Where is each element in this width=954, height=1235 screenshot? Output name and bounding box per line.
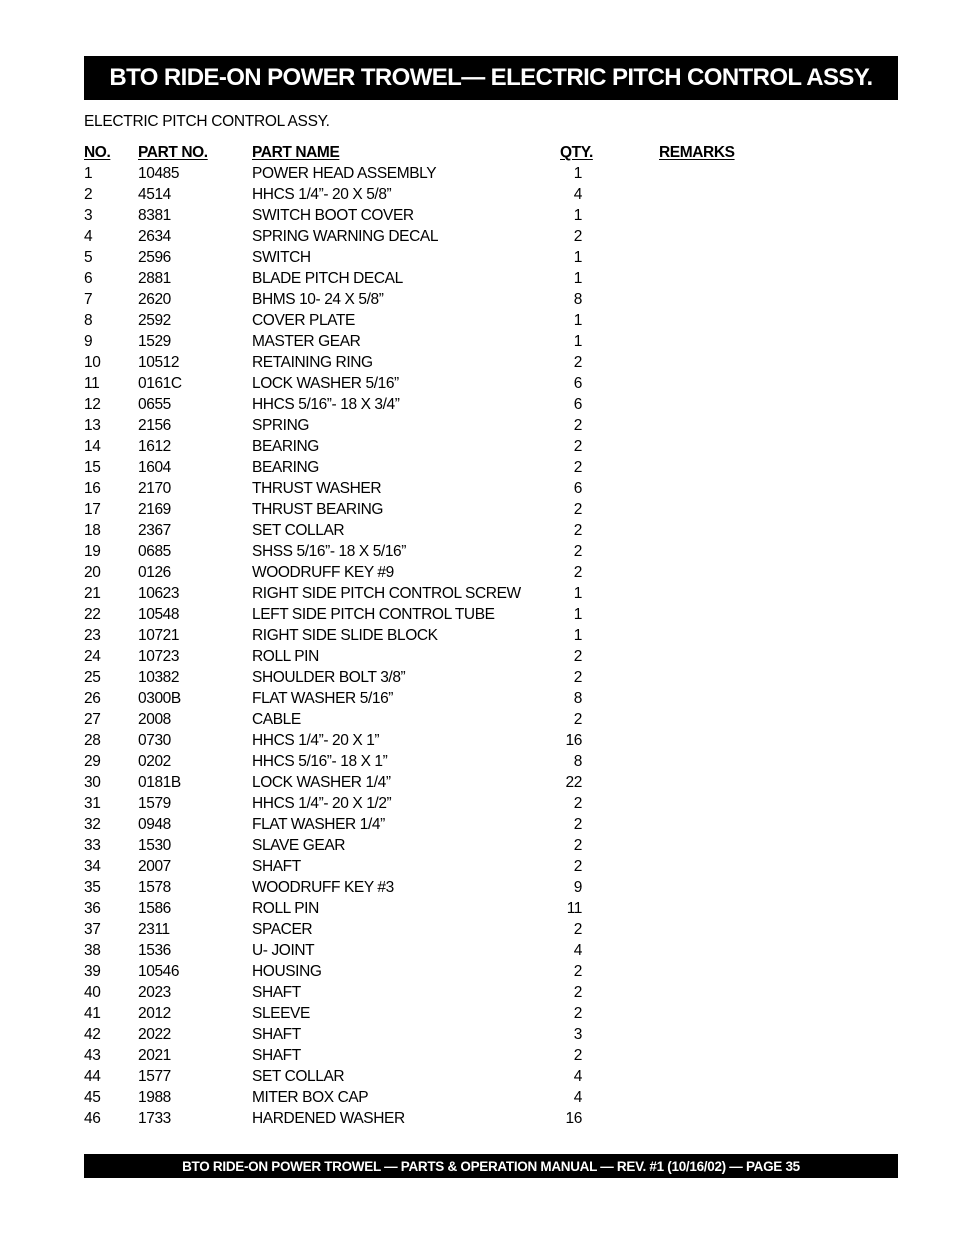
cell-part-name: ROLL PIN: [252, 648, 319, 665]
cell-part-name: U- JOINT: [252, 942, 315, 959]
cell-qty: 2: [573, 837, 582, 854]
table-row: [84, 877, 898, 898]
cell-no: 17: [84, 501, 101, 518]
cell-part-no: 10512: [138, 354, 180, 371]
cell-qty: 2: [573, 984, 582, 1001]
column-header-part-name: PART NAME: [252, 144, 340, 161]
cell-part-name: SHAFT: [252, 1047, 301, 1064]
cell-part-no: 1577: [138, 1068, 171, 1085]
cell-part-no: 0730: [138, 732, 171, 749]
cell-part-no: 1604: [138, 459, 171, 476]
cell-qty: 2: [573, 921, 582, 938]
cell-qty: 6: [573, 396, 582, 413]
cell-qty: 2: [573, 354, 582, 371]
cell-no: 15: [84, 459, 101, 476]
table-row: [84, 751, 898, 772]
cell-no: 38: [84, 942, 101, 959]
cell-qty: 1: [573, 165, 582, 182]
cell-no: 43: [84, 1047, 101, 1064]
cell-part-no: 10623: [138, 585, 180, 602]
cell-no: 36: [84, 900, 101, 917]
cell-part-name: HHCS 5/16”- 18 X 1”: [252, 753, 388, 770]
cell-part-name: SHSS 5/16”- 18 X 5/16”: [252, 543, 407, 560]
table-row: [84, 604, 898, 625]
cell-qty: 1: [573, 207, 582, 224]
cell-part-no: 2021: [138, 1047, 171, 1064]
cell-part-no: 2311: [138, 921, 170, 938]
cell-part-name: HHCS 1/4”- 20 X 1”: [252, 732, 380, 749]
cell-no: 27: [84, 711, 101, 728]
cell-no: 34: [84, 858, 101, 875]
cell-part-no: 1612: [138, 438, 171, 455]
table-row: [84, 1045, 898, 1066]
cell-qty: 2: [573, 1047, 582, 1064]
table-row: [84, 163, 898, 184]
cell-no: 26: [84, 690, 101, 707]
cell-part-name: SLEEVE: [252, 1005, 310, 1022]
cell-part-no: 1586: [138, 900, 171, 917]
table-body: [84, 163, 898, 1129]
table-row: [84, 709, 898, 730]
column-header-no: NO.: [84, 144, 111, 161]
cell-part-name: LEFT SIDE PITCH CONTROL TUBE: [252, 606, 495, 623]
cell-qty: 2: [573, 228, 582, 245]
table-row: [84, 268, 898, 289]
cell-no: 7: [84, 291, 93, 308]
cell-qty: 2: [573, 564, 582, 581]
cell-part-name: SHAFT: [252, 1026, 301, 1043]
table-row: [84, 205, 898, 226]
cell-part-no: 0181B: [138, 774, 181, 791]
cell-qty: 1: [573, 249, 582, 266]
cell-part-no: 10721: [138, 627, 180, 644]
cell-no: 28: [84, 732, 101, 749]
table-row: [84, 1024, 898, 1045]
cell-part-no: 4514: [138, 186, 171, 203]
cell-part-name: FLAT WASHER 1/4”: [252, 816, 385, 833]
cell-part-no: 1530: [138, 837, 171, 854]
table-row: [84, 352, 898, 373]
cell-no: 45: [84, 1089, 101, 1106]
cell-part-name: WOODRUFF KEY #9: [252, 564, 394, 581]
cell-qty: 2: [573, 459, 582, 476]
cell-qty: 22: [565, 774, 582, 791]
table-row: [84, 646, 898, 667]
table-header-row: [84, 142, 898, 163]
cell-no: 14: [84, 438, 101, 455]
table-row: [84, 457, 898, 478]
section-subtitle: ELECTRIC PITCH CONTROL ASSY.: [84, 113, 330, 130]
table-row: [84, 688, 898, 709]
cell-part-no: 10548: [138, 606, 180, 623]
cell-part-name: SWITCH: [252, 249, 311, 266]
cell-part-no: 10382: [138, 669, 180, 686]
cell-part-no: 2634: [138, 228, 171, 245]
cell-part-no: 1988: [138, 1089, 171, 1106]
cell-part-no: 0202: [138, 753, 171, 770]
cell-part-name: SET COLLAR: [252, 522, 345, 539]
cell-part-name: FLAT WASHER 5/16”: [252, 690, 394, 707]
parts-table: [84, 142, 898, 1129]
table-row: [84, 730, 898, 751]
cell-part-name: BHMS 10- 24 X 5/8”: [252, 291, 384, 308]
cell-part-no: 2156: [138, 417, 171, 434]
cell-part-no: 2596: [138, 249, 171, 266]
table-row: [84, 793, 898, 814]
cell-part-name: SPRING WARNING DECAL: [252, 228, 439, 245]
cell-part-no: 2170: [138, 480, 171, 497]
cell-part-name: HARDENED WASHER: [252, 1110, 405, 1127]
table-row: [84, 331, 898, 352]
cell-part-no: 10723: [138, 648, 180, 665]
cell-part-name: HHCS 5/16”- 18 X 3/4”: [252, 396, 400, 413]
table-row: [84, 625, 898, 646]
cell-part-no: 0161C: [138, 375, 182, 392]
table-row: [84, 667, 898, 688]
table-row: [84, 940, 898, 961]
cell-part-no: 2023: [138, 984, 171, 1001]
cell-part-name: RETAINING RING: [252, 354, 373, 371]
cell-part-no: 0655: [138, 396, 171, 413]
cell-qty: 3: [573, 1026, 582, 1043]
cell-part-name: BEARING: [252, 438, 319, 455]
footer-bar: [84, 1154, 898, 1178]
table-row: [84, 247, 898, 268]
table-row: [84, 499, 898, 520]
cell-qty: 1: [573, 312, 582, 329]
cell-part-name: BEARING: [252, 459, 319, 476]
cell-no: 12: [84, 396, 101, 413]
table-row: [84, 562, 898, 583]
cell-qty: 2: [573, 711, 582, 728]
cell-no: 11: [84, 375, 100, 392]
table-row: [84, 436, 898, 457]
cell-no: 25: [84, 669, 101, 686]
cell-qty: 2: [573, 1005, 582, 1022]
cell-no: 41: [84, 1005, 101, 1022]
cell-qty: 2: [573, 648, 582, 665]
cell-qty: 2: [573, 669, 582, 686]
cell-part-no: 10546: [138, 963, 180, 980]
cell-no: 35: [84, 879, 101, 896]
cell-qty: 1: [573, 627, 582, 644]
cell-qty: 2: [573, 858, 582, 875]
cell-part-name: POWER HEAD ASSEMBLY: [252, 165, 437, 182]
cell-part-name: CABLE: [252, 711, 301, 728]
cell-no: 31: [84, 795, 101, 812]
cell-part-no: 10485: [138, 165, 180, 182]
cell-part-no: 2592: [138, 312, 171, 329]
cell-part-name: COVER PLATE: [252, 312, 355, 329]
cell-part-name: MASTER GEAR: [252, 333, 361, 350]
cell-part-no: 2008: [138, 711, 171, 728]
cell-part-no: 2169: [138, 501, 171, 518]
cell-part-no: 2881: [138, 270, 171, 287]
cell-no: 13: [84, 417, 101, 434]
cell-no: 10: [84, 354, 101, 371]
cell-qty: 8: [573, 753, 582, 770]
cell-part-no: 0126: [138, 564, 171, 581]
cell-part-name: LOCK WASHER 1/4”: [252, 774, 391, 791]
table-row: [84, 961, 898, 982]
cell-part-name: ROLL PIN: [252, 900, 319, 917]
table-row: [84, 373, 898, 394]
cell-part-name: MITER BOX CAP: [252, 1089, 369, 1106]
cell-no: 8: [84, 312, 93, 329]
cell-part-name: HOUSING: [252, 963, 322, 980]
table-row: [84, 835, 898, 856]
table-row: [84, 919, 898, 940]
cell-no: 3: [84, 207, 93, 224]
table-row: [84, 814, 898, 835]
cell-no: 42: [84, 1026, 101, 1043]
cell-qty: 4: [573, 186, 582, 203]
cell-no: 29: [84, 753, 101, 770]
cell-part-no: 1579: [138, 795, 171, 812]
table-row: [84, 898, 898, 919]
cell-qty: 2: [573, 522, 582, 539]
cell-no: 4: [84, 228, 93, 245]
cell-qty: 6: [573, 480, 582, 497]
cell-part-no: 2022: [138, 1026, 171, 1043]
table-row: [84, 310, 898, 331]
cell-part-no: 1733: [138, 1110, 171, 1127]
table-row: [84, 1087, 898, 1108]
cell-qty: 1: [573, 270, 582, 287]
cell-qty: 4: [573, 942, 582, 959]
table-row: [84, 394, 898, 415]
cell-no: 44: [84, 1068, 101, 1085]
cell-part-no: 1578: [138, 879, 171, 896]
cell-no: 40: [84, 984, 101, 1001]
footer-text: BTO RIDE-ON POWER TROWEL — PARTS & OPERATION MANUAL — REV. #1 (10/16/02) — PAGE 35: [182, 1158, 800, 1174]
cell-no: 21: [84, 585, 101, 602]
cell-qty: 2: [573, 417, 582, 434]
cell-no: 33: [84, 837, 101, 854]
cell-qty: 2: [573, 543, 582, 560]
table-row: [84, 1066, 898, 1087]
cell-no: 24: [84, 648, 101, 665]
cell-qty: 16: [565, 732, 582, 749]
cell-part-name: SET COLLAR: [252, 1068, 345, 1085]
cell-qty: 8: [573, 690, 582, 707]
cell-no: 18: [84, 522, 101, 539]
cell-qty: 6: [573, 375, 582, 392]
cell-no: 23: [84, 627, 101, 644]
cell-qty: 4: [573, 1068, 582, 1085]
cell-no: 30: [84, 774, 101, 791]
cell-part-name: SWITCH BOOT COVER: [252, 207, 414, 224]
cell-qty: 2: [573, 438, 582, 455]
cell-qty: 2: [573, 963, 582, 980]
cell-part-no: 2007: [138, 858, 171, 875]
cell-qty: 4: [573, 1089, 582, 1106]
table-row: [84, 289, 898, 310]
cell-qty: 1: [573, 585, 582, 602]
cell-no: 9: [84, 333, 93, 350]
cell-part-name: SHAFT: [252, 984, 301, 1001]
table-row: [84, 184, 898, 205]
table-row: [84, 520, 898, 541]
cell-part-no: 1536: [138, 942, 171, 959]
cell-part-name: RIGHT SIDE PITCH CONTROL SCREW: [252, 585, 521, 602]
cell-part-name: WOODRUFF KEY #3: [252, 879, 394, 896]
cell-no: 37: [84, 921, 101, 938]
cell-part-no: 0300B: [138, 690, 181, 707]
cell-qty: 16: [565, 1110, 582, 1127]
cell-part-name: SPRING: [252, 417, 310, 434]
cell-part-name: SLAVE GEAR: [252, 837, 346, 854]
cell-no: 20: [84, 564, 101, 581]
cell-part-name: LOCK WASHER 5/16”: [252, 375, 399, 392]
column-header-remarks: REMARKS: [659, 144, 735, 161]
page-title: BTO RIDE-ON POWER TROWEL— ELECTRIC PITCH CONTROL ASSY.: [109, 64, 873, 91]
table-row: [84, 1108, 898, 1129]
cell-part-name: THRUST BEARING: [252, 501, 384, 518]
column-header-part-no: PART NO.: [138, 144, 208, 161]
cell-qty: 1: [573, 606, 582, 623]
cell-qty: 8: [573, 291, 582, 308]
cell-part-name: RIGHT SIDE SLIDE BLOCK: [252, 627, 438, 644]
cell-no: 32: [84, 816, 101, 833]
cell-no: 2: [84, 186, 93, 203]
cell-qty: 2: [573, 795, 582, 812]
cell-part-name: SHOULDER BOLT 3/8”: [252, 669, 406, 686]
cell-part-name: HHCS 1/4”- 20 X 5/8”: [252, 186, 392, 203]
table-row: [84, 541, 898, 562]
cell-qty: 2: [573, 816, 582, 833]
cell-no: 39: [84, 963, 101, 980]
table-row: [84, 415, 898, 436]
cell-part-no: 1529: [138, 333, 171, 350]
cell-no: 16: [84, 480, 101, 497]
page-title-bar: [84, 56, 898, 100]
cell-part-no: 0948: [138, 816, 171, 833]
table-row: [84, 982, 898, 1003]
column-header-qty: QTY.: [560, 144, 593, 161]
table-row: [84, 772, 898, 793]
cell-no: 1: [84, 165, 93, 182]
cell-no: 19: [84, 543, 101, 560]
cell-part-name: SPACER: [252, 921, 313, 938]
cell-part-no: 2367: [138, 522, 171, 539]
cell-part-no: 2620: [138, 291, 171, 308]
cell-part-name: BLADE PITCH DECAL: [252, 270, 403, 287]
cell-part-no: 2012: [138, 1005, 171, 1022]
cell-no: 46: [84, 1110, 101, 1127]
cell-part-name: HHCS 1/4”- 20 X 1/2”: [252, 795, 392, 812]
cell-part-name: THRUST WASHER: [252, 480, 382, 497]
cell-qty: 2: [573, 501, 582, 518]
cell-part-no: 0685: [138, 543, 171, 560]
cell-qty: 11: [566, 900, 582, 917]
cell-no: 22: [84, 606, 101, 623]
cell-qty: 1: [573, 333, 582, 350]
table-row: [84, 226, 898, 247]
cell-no: 6: [84, 270, 93, 287]
table-row: [84, 856, 898, 877]
table-row: [84, 583, 898, 604]
table-row: [84, 1003, 898, 1024]
table-row: [84, 478, 898, 499]
cell-part-no: 8381: [138, 207, 171, 224]
cell-part-name: SHAFT: [252, 858, 301, 875]
cell-no: 5: [84, 249, 93, 266]
cell-qty: 9: [573, 879, 582, 896]
